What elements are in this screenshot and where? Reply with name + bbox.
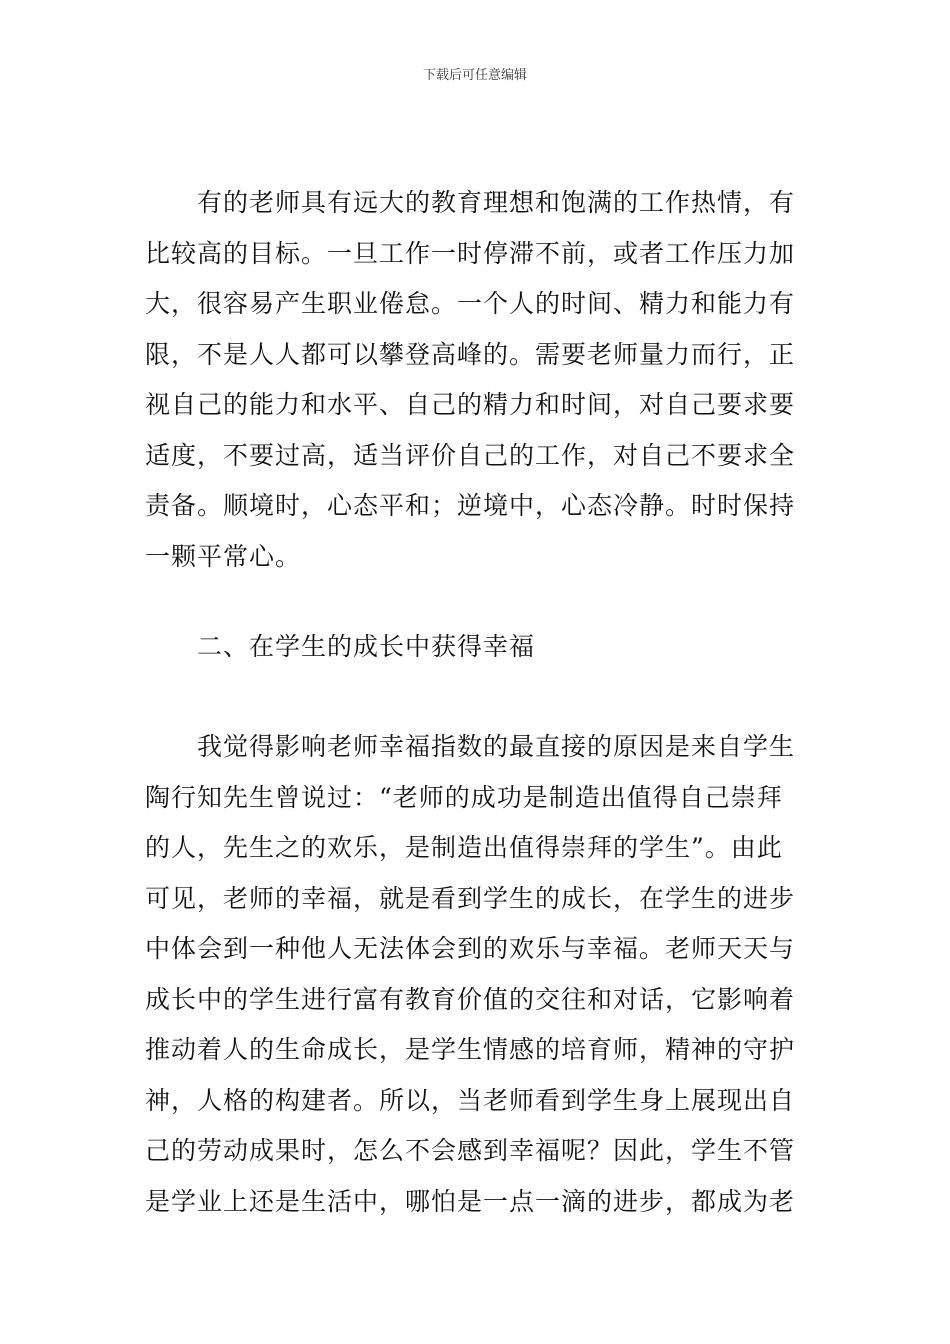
text-line: 责备。顺境时，心态平和；逆境中，心态冷静。时时保持 <box>145 491 796 520</box>
text-line: 有的老师具有远大的教育理想和饱满的工作热情，有 <box>197 188 796 217</box>
text-line: 比较高的目标。一旦工作一时停滞不前，或者工作压力加 <box>145 238 796 268</box>
text-line: 限，不是人人都可以攀登高峰的。需要老师量力而行，正 <box>145 339 796 369</box>
text-line: 的人，先生之的欢乐，是制造出值得崇拜的学生”。由此 <box>145 833 783 862</box>
text-line: 神，人格的构建者。所以，当老师看到学生身上展现出自 <box>145 1085 796 1115</box>
text-line: 中体会到一种他人无法体会到的欢乐与幸福。老师天天与 <box>145 934 796 963</box>
paragraph-1 <box>145 178 810 582</box>
text-line: 大，很容易产生职业倦怠。一个人的时间、精力和能力有 <box>145 289 796 318</box>
section-heading-text: 二、在学生的成长中获得幸福 <box>197 632 536 661</box>
text-line: 视自己的能力和水平、自己的精力和时间，对自己要求要 <box>145 390 796 419</box>
text-line: 己的劳动成果时，怎么不会感到幸福呢？因此，学生不管 <box>145 1136 796 1165</box>
text-line: 陶行知先生曾说过：“老师的成功是制造出值得自己崇拜 <box>145 782 783 812</box>
paragraph-2 <box>145 722 810 1227</box>
text-line: 可见，老师的幸福，就是看到学生的成长，在学生的进步 <box>145 883 796 913</box>
text-line: 是学业上还是生活中，哪怕是一点一滴的进步，都成为老 <box>145 1186 796 1216</box>
text-line: 成长中的学生进行富有教育价值的交往和对话，它影响着 <box>145 984 796 1014</box>
text-line: 一颗平常心。 <box>145 541 302 571</box>
text-line: 推动着人的生命成长，是学生情感的培育师，精神的守护 <box>145 1035 796 1064</box>
page-header: 下载后可任意编辑 <box>422 68 527 83</box>
text-line: 我觉得影响老师幸福指数的最直接的原因是来自学生 <box>197 732 796 761</box>
section-heading <box>145 622 810 673</box>
text-line: 适度，不要过高，适当评价自己的工作，对自己不要求全 <box>145 440 796 470</box>
